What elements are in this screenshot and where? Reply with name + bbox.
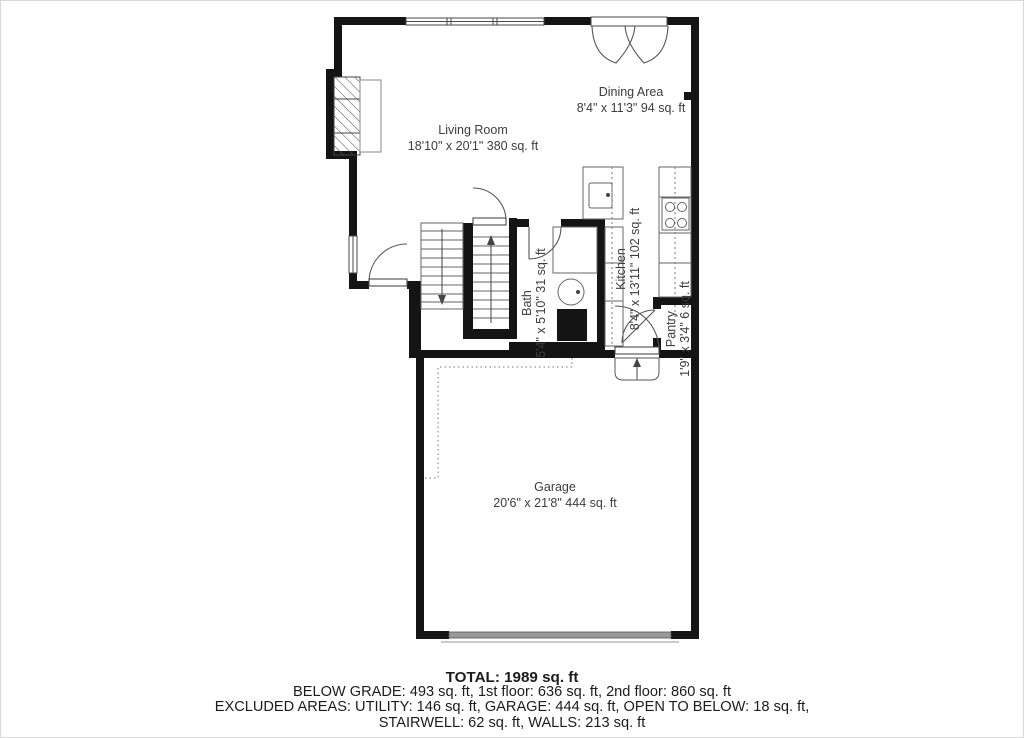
wall-stairs-center	[463, 223, 473, 333]
fireplace-box	[334, 77, 360, 155]
wall-left-upper	[334, 17, 342, 77]
cooktop-burner-3	[666, 219, 675, 228]
fireplace-bump-outer	[326, 69, 334, 159]
below-grade-text: BELOW GRADE: 493 sq. ft, 1st floor: 636 sq. ft, 2nd floor: 860 sq. ft	[292, 684, 732, 701]
wall-garage-bottom-right	[671, 631, 699, 639]
bath-fixtures	[553, 227, 597, 305]
kitchen-dims: 8'4" x 13'11" 102 sq. ft	[628, 207, 642, 331]
door-living-side-leaf	[369, 279, 407, 286]
cooktop-burner-2	[678, 203, 687, 212]
garage-label: Garage	[534, 480, 576, 494]
bath-label: Bath	[520, 290, 534, 316]
garage-dims: 20'6" x 21'8" 444 sq. ft	[493, 496, 617, 510]
garage-door	[449, 632, 671, 638]
bath-vanity	[553, 227, 597, 273]
excluded-areas-text: EXCLUDED AREAS: UTILITY: 146 sq. ft, GARAGE: 444 sq. ft, OPEN TO BELOW: 18 sq. ft,	[214, 699, 810, 716]
wall-sw-nub	[349, 281, 369, 289]
dining-area-dims: 8'4" x 11'3" 94 sq. ft	[576, 101, 686, 115]
wall-sw-vertical	[409, 289, 421, 351]
wall-sw-corner	[407, 281, 421, 289]
kitchen-sink-faucet	[606, 193, 610, 197]
wall-top-mid	[544, 17, 591, 25]
bath-toilet-dot	[576, 290, 580, 294]
floor-plan-drawing	[1, 1, 1024, 661]
area-summary	[1, 670, 1023, 731]
wall-garage-left	[416, 358, 424, 631]
stairwell-walls-text: STAIRWELL: 62 sq. ft, WALLS: 213 sq. ft	[378, 714, 646, 731]
wall-top-left	[334, 17, 406, 25]
bath-dims: 5'4" x 5'10" 31 sq. ft	[534, 248, 548, 358]
dining-area-label: Dining Area	[598, 85, 664, 99]
wall-garage-bottom-left	[416, 631, 449, 639]
wall-bath-right	[597, 219, 605, 350]
wall-left-lower-a	[349, 156, 357, 236]
door-stairs-top-swing	[473, 188, 506, 221]
wall-stairs-right	[509, 218, 517, 339]
total-area-text: TOTAL: 1989 sq. ft	[445, 669, 579, 686]
french-door-bar	[591, 17, 667, 26]
pantry-dims: 1'9" x 3'4" 6 sq. ft	[678, 281, 692, 377]
wall-right	[691, 17, 699, 639]
door-living-side-swing	[369, 244, 407, 282]
wall-nub-right	[684, 92, 691, 100]
stairs-down-arrow-head	[438, 295, 446, 305]
fireplace	[334, 77, 381, 155]
living-room-dims: 18'10" x 20'1" 380 sq. ft	[407, 139, 539, 153]
cooktop-burner-4	[678, 219, 687, 228]
living-room-label: Living Room	[438, 123, 508, 137]
wall-stairs-bottom	[463, 329, 517, 339]
bath-toilet	[558, 279, 584, 305]
bath-chase	[557, 309, 587, 341]
garage-ceiling-dashed-line	[422, 358, 572, 478]
wall-pantry-left-nub-top	[653, 297, 661, 309]
french-door-right-swing	[625, 26, 668, 63]
french-doors	[591, 17, 668, 63]
room-labels	[408, 85, 692, 510]
wall-bath-bottom	[509, 342, 605, 350]
fireplace-hearth	[360, 80, 381, 152]
pantry-label: Pantry	[664, 310, 678, 348]
door-stairs-top-leaf	[473, 218, 506, 225]
garage-steps	[615, 358, 659, 380]
cooktop-burner-1	[666, 203, 675, 212]
wall-bath-top-a	[517, 219, 529, 227]
kitchen-label: Kitchen	[614, 248, 628, 290]
french-door-left-swing	[592, 26, 635, 63]
door-garage-entry-leaf	[615, 347, 659, 354]
wall-garage-top-a	[409, 350, 615, 358]
